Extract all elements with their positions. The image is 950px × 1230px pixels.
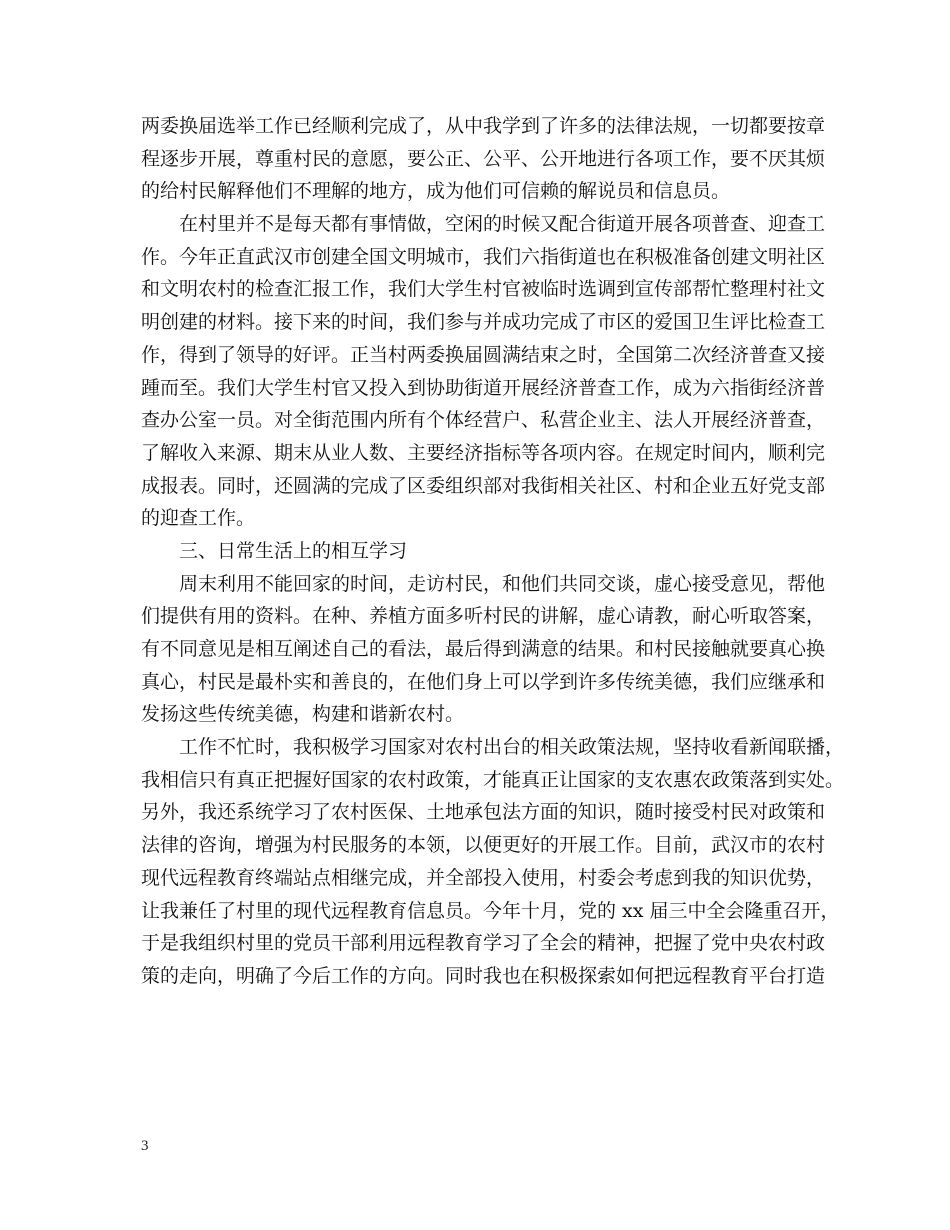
text-line: 三、日常生活上的相互学习 (179, 539, 408, 562)
page-number: 3 (141, 1138, 149, 1154)
text-line: 周末利用不能回家的时间，走访村民，和他们共同交谈，虚心接受意见，帮他 (179, 572, 826, 595)
text-line: 工作不忙时，我积极学习国家对农村出台的相关政策法规，坚持收看新闻联播， (179, 736, 845, 759)
text-line: 程逐步开展，尊重村民的意愿，要公正、公平、公开地进行各项工作，要不厌其烦 (141, 147, 826, 170)
text-line: 让我兼任了村里的现代远程教育信息员。今年十月，党的 xx 届三中全会隆重召开， (141, 899, 840, 922)
text-line: 发扬这些传统美德，构建和谐新农村。 (141, 703, 465, 726)
text-line: 明创建的材料。接下来的时间，我们参与并成功完成了市区的爱国卫生评比检查工 (141, 311, 826, 334)
text-line: 的迎查工作。 (141, 507, 256, 530)
text-line: 法律的咨询，增强为村民服务的本领，以便更好的开展工作。目前，武汉市的农村 (141, 834, 826, 857)
text-line: 查办公室一员。对全街范围内所有个体经营户、私营企业主、法人开展经济普查， (141, 409, 826, 432)
text-line: 我相信只有真正把握好国家的农村政策，才能真正让国家的支农惠农政策落到实处。 (141, 768, 845, 791)
text-line: 于是我组织村里的党员干部利用远程教育学习了全会的精神，把握了党中央农村政 (141, 932, 826, 955)
text-line: 策的走向，明确了今后工作的方向。同时我也在积极探索如何把远程教育平台打造 (141, 964, 826, 987)
text-line: 成报表。同时，还圆满的完成了区委组织部对我街相关社区、村和企业五好党支部 (141, 474, 826, 497)
text-line: 现代远程教育终端站点相继完成，并全部投入使用，村委会考虑到我的知识优势， (141, 866, 826, 889)
text-line: 们提供有用的资料。在种、养植方面多听村民的讲解，虚心请教，耐心听取答案， (141, 605, 826, 628)
text-line: 踵而至。我们大学生村官又投入到协助街道开展经济普查工作，成为六指街经济普 (141, 376, 826, 399)
text-line: 作，得到了领导的好评。正当村两委换届圆满结束之时，全国第二次经济普查又接 (141, 343, 826, 366)
text-line: 作。今年正直武汉市创建全国文明城市，我们六指街道也在积极准备创建文明社区 (141, 245, 826, 268)
text-line: 有不同意见是相互阐述自己的看法，最后得到满意的结果。和村民接触就要真心换 (141, 638, 826, 660)
text-line: 和文明农村的检查汇报工作，我们大学生村官被临时选调到宣传部帮忙整理村社文 (141, 278, 826, 301)
text-line: 了解收入来源、期末从业人数、主要经济指标等各项内容。在规定时间内，顺利完 (141, 441, 826, 464)
text-line: 两委换届选举工作已经顺利完成了，从中我学到了许多的法律法规，一切都要按章 (141, 115, 826, 137)
text-line: 另外，我还系统学习了农村医保、土地承包法方面的知识，随时接受村民对政策和 (141, 801, 826, 824)
text-line: 的给村民解释他们不理解的地方，成为他们可信赖的解说员和信息员。 (141, 180, 731, 203)
text-line: 在村里并不是每天都有事情做，空闲的时候又配合街道开展各项普查、迎查工 (179, 213, 826, 236)
text-line: 真心，村民是最朴实和善良的，在他们身上可以学到许多传统美德，我们应继承和 (141, 670, 826, 693)
body-text (141, 110, 845, 993)
